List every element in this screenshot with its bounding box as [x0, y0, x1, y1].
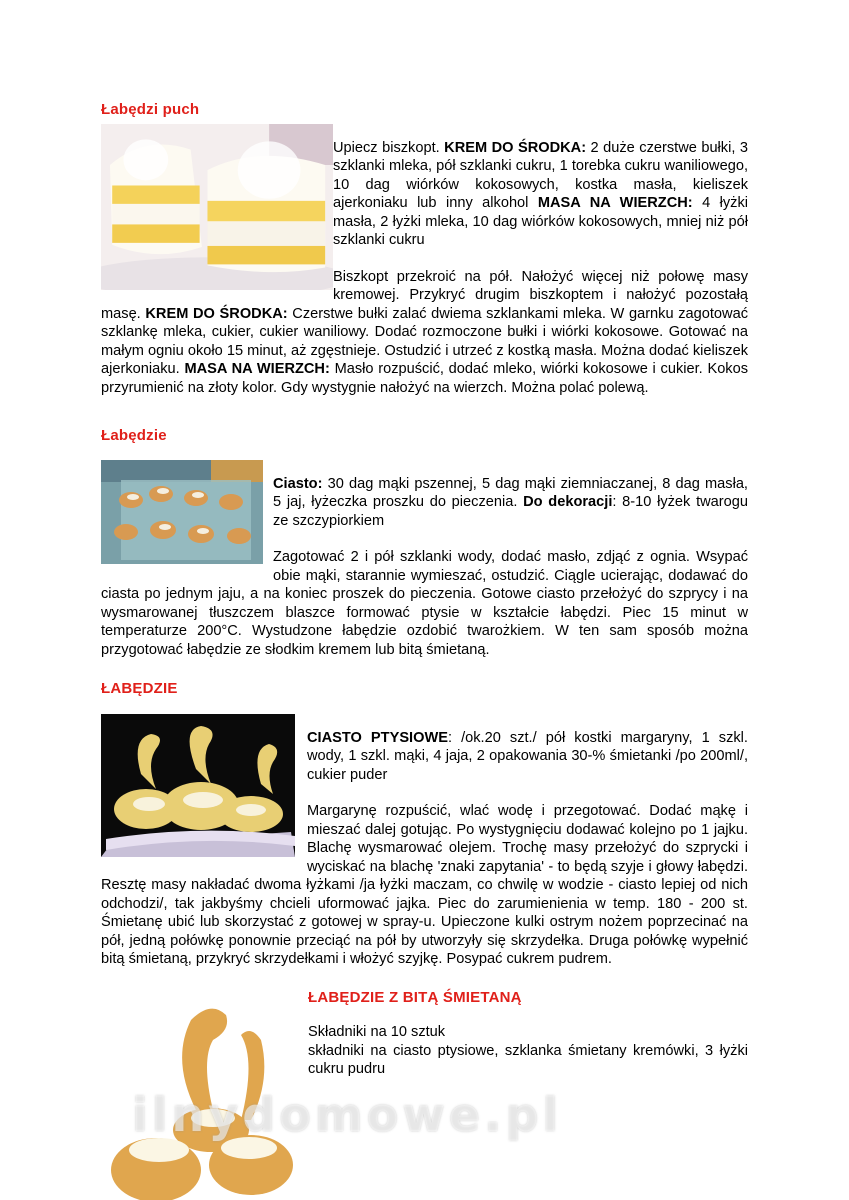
- section-label: MASA NA WIERZCH:: [184, 361, 330, 378]
- recipe-2-method: [101, 548, 748, 659]
- text-run: 30 dag mąki pszennej, 5 dag mąki ziemniaczanej, 8 dag masła, 5 jaj, łyżeczka proszku do pieczenia.: [273, 475, 748, 511]
- recipe-title-labedzie-z-bita-smietana: ŁABĘDZIE Z BITĄ ŚMIETANĄ: [308, 989, 522, 1006]
- section-label: MASA NA WIERZCH:: [537, 195, 693, 212]
- text-run: Czerstwe bułki zalać dwiema szklankami mleka. W garnku zagotować szklankę mleka, cukier, cukier waniliowy. Dodać rozmoczone bułki i wiórki kokosowe. Gotować na małym ogniu około 15 minut, aż zgęstnieje. Ostudzić i utrzeć z kostką masła. Można dodać kieliszek ajerkoniaku.: [101, 305, 748, 378]
- recipe-3-body: [101, 714, 748, 983]
- section-label: CIASTO PTYSIOWE: [307, 729, 448, 746]
- section-label: KREM DO ŚRODKA:: [444, 139, 587, 156]
- recipe-title-labedzie: Łabędzie: [101, 427, 167, 444]
- recipe-2-body: [101, 460, 748, 674]
- text-run: Masło rozpuścić, dodać mleko, wiórki kokosowe i cukier. Kokos przyrumienić na złoty kolor. Gdy wystygnie nałożyć na wierzch. Można polać polewą.: [101, 361, 749, 396]
- recipe-4-ingredients-list: składniki na ciasto ptysiowe, szklanka śmietany kremówki, 3 łyżki cukru pudru: [308, 1042, 748, 1077]
- cream-puff-swans-photo: [101, 714, 295, 857]
- text-run: : 8-10 łyżek twarogu ze szczypiorkiem: [273, 494, 748, 529]
- section-label: Do dekoracji: [523, 494, 613, 511]
- text-run: 2 duże czerstwe bułki, 3 szklanki mleka, pół szklanki cukru, 1 torebka cukru waniliowego, 10 dag wiórków kokosowych, kostka masła, kieliszek ajerkoniaku lub inny alkohol: [333, 139, 748, 212]
- text-run: Zagotować 2 i pół szklanki wody, dodać masło, zdjąć z ognia. Wsypać obie mąki, starannie wymieszać, ostudzić. Ciągle ucierając, dodawać do ciasta po jednym jaju, a na koniec proszek do pieczenia. Gotowe ciasto przełożyć do szprycy i na wysmarowanej tłuszczem blaszce formować ptysie w kształcie łabędzi. Piec 15 minut w temperaturze 200°C. Wystudzone łabędzie ozdobić twarożkiem. W ten sam sposób można przygotować łabędzie ze słodkim kremem lub bitą śmietaną.: [101, 549, 748, 658]
- section-label: Ciasto:: [273, 475, 323, 492]
- recipe-title-labedzi-puch: Łabędzi puch: [101, 101, 200, 118]
- swans-tray-photo: [101, 460, 263, 564]
- text-run: : /ok.20 szt./ pół kostki margaryny, 1 szkl. wody, 1 szkl. mąki, 4 jaja, 2 opakowania 30-% śmietanki /po 200ml/, cukier puder: [307, 729, 748, 783]
- text-run: Margarynę rozpuścić, wlać wodę i przegotować. Dodać mąkę i mieszać dalej gotując. Po wystygnięciu dodawać kolejno po 1 jajku. Blachę wysmarować olejem. Trochę masy przełożyć do szprycki i wyciskać na blachę 'znaki zapytania' - to będą szyje i głowy łabędzi. Resztę masy nakładać dwoma łyżkami /ja łyżki maczam, co chwilę w wodzie - ciasto lepiej od nich odchodzi/, tak jakbyśmy chcieli uformować jajka. Piec do zarumienienia w temp. 180 - 200 st. Śmietanę ubić lub skorzystać z gotowej w spray-u. Upieczone kulki ostrym nożem poprzecinać na pół, jedną połówkę ponownie przeciąć na pół by utworzyły się skrzydełka. Druga połówkę wypełnić bitą śmietaną, przykryć skrzydełkami i włożyć szyjkę. Posypać cukrem pudrem.: [101, 803, 748, 968]
- recipe-1-ingredients: [333, 139, 748, 250]
- recipe-4-servings: Składniki na 10 sztuk: [308, 1024, 446, 1040]
- recipe-1-body: [101, 124, 748, 412]
- text-run: 4 łyżki masła, 2 łyżki mleka, 10 dag wiórków kokosowych, mniej niż pół szklanki cukru: [333, 195, 748, 249]
- watermark: ilnydomowe.pl: [132, 1088, 563, 1142]
- recipe-title-labedzie-caps: ŁABĘDZIE: [101, 680, 178, 697]
- cake-photo: [101, 124, 333, 290]
- text-run: Biszkopt przekroić na pół. Nałożyć więcej niż połowę masy kremowej. Przykryć drugim biszkoptem i nałożyć pozostałą masę.: [101, 268, 748, 322]
- recipe-4-ingredients: [308, 1023, 748, 1079]
- section-label: KREM DO ŚRODKA:: [145, 305, 288, 322]
- text-run: Upiecz biszkopt.: [333, 139, 445, 156]
